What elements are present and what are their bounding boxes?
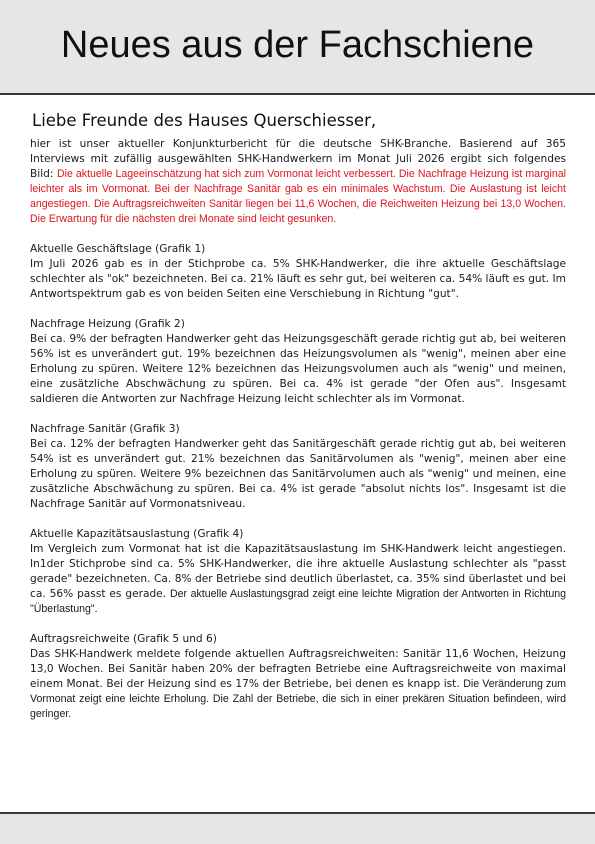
section-title: Aktuelle Kapazitätsauslastung (Grafik 4) [30,528,244,540]
section-title: Nachfrage Sanitär (Grafik 3) [30,423,180,435]
section-title: Aktuelle Geschäftslage (Grafik 1) [30,243,206,255]
section-body: Im Vergleich zum Vormonat hat ist die Kapazitätsauslastung im SHK-Handwerk leicht angestiegen. In1der Stichprobe sind ca. 5% SHK-Handwerker, die ihre aktuelle Auslastung schlechter als "passt gerade" bezeichneten. Ca. 8% der Betriebe sind deutlich überlastet, ca. 35% sind überlastet und bei ca. 56% passt es gerade. [30,543,566,600]
page-header [0,0,595,95]
section-nachfrage-sanitaer [30,422,566,512]
page-footer [0,812,595,844]
section-text [30,332,566,407]
section-title: Auftragsreichweite (Grafik 5 und 6) [30,633,217,645]
section-body-tail: Die Veränderung zum Vormonat zeigt eine leichte Erholung. Die Zahl der Betriebe, die sich in einer prekären Situation befindeen, wird geringer. [30,678,566,720]
section-body-tail: Der aktuelle Auslastungsgrad zeigt eine leichte Migration der Antworten in Richtung "Überlastung". [30,588,566,615]
section-body: Bei ca. 12% der befragten Handwerker geht das Sanitärgeschäft gerade richtig gut ab, bei weiteren 54% ist es unverändert gut. 21% bezeichnen das Sanitärvolumen als "wenig", meinen aber eine Erholung zu spüren. Weitere 9% bezeichnen das Sanitärvolumen auch als "wenig" und meinen, eine zusätzliche Abschwächung zu spüren. Bei ca. 4% ist gerade "absolut nichts los". Insgesamt ist die Nachfrage Sanitär auf Vormonatsniveau. [30,438,566,510]
section-kapazitaetsauslastung [30,527,566,617]
section-text [30,437,566,512]
section-text [30,257,566,302]
section-nachfrage-heizung [30,317,566,407]
section-body: Bei ca. 9% der befragten Handwerker geht das Heizungsgeschäft gerade richtig gut ab, bei weiteren 56% ist es unverändert gut. 19% bezeichnen das Heizungsvolumen als "wenig", meinen aber eine Erholung zu spüren. Weitere 12% bezeichnen das Heizungsvolumen auch als "wenig" und meinen, eine zusätzliche Abschwächung zu spüren. Bei ca. 4% ist gerade "der Ofen aus". Insgesamt saldieren die Antworten zur Nachfrage Heizung leicht schlechter als im Vormonat. [30,333,566,405]
section-text [30,647,566,722]
intro-text: hier ist unser aktueller Konjunkturbericht für die deutsche SHK-Branche. Basierend auf 365 Interviews mit zufällig ausgewählten SHK-Handwerkern im Monat Juli 2026 ergibt sich folgendes Bild: [30,138,566,180]
section-geschaeftslage [30,242,566,302]
section-body: Im Juli 2026 gab es in der Stichprobe ca. 5% SHK-Handwerker, die ihre aktuelle Geschäftslage schlechter als "ok" bezeichneten. Bei ca. 21% läuft es sehr gut, bei weiteren ca. 54% läuft es gut. Im Antwortspektrum gab es von beiden Seiten eine Verschiebung in Richtung "gut". [30,258,566,300]
intro-summary-highlight: Die aktuelle Lageeinschätzung hat sich zum Vormonat leicht verbessert. Die Nachfrage Heizung ist marginal leichter als im Vormonat. Bei der Nachfrage Sanitär gab es ein minimales Wachstum. Die Auslastung ist leicht angestiegen. Die Auftragsreichweiten Sanitär liegen bei 11,6 Wochen, die Reichweiten Heizung bei 13,0 Wochen. Die Erwartung für die nächsten drei Monate sind leicht gesunken. [30,168,566,225]
section-text [30,542,566,617]
greeting: Liebe Freunde des Hauses Querschiesser, [32,111,377,130]
section-auftragsreichweite [30,632,566,722]
intro-paragraph [30,137,566,227]
letter-body [30,110,566,722]
newsletter-title: Neues aus der Fachschiene [60,24,535,66]
section-body: Das SHK-Handwerk meldete folgende aktuellen Auftragsreichweiten: Sanitär 11,6 Wochen, Heizung 13,0 Wochen. Bei Sanitär haben 20% der befragten Betriebe eine Auftragsreichweite von maximal einem Monat. Bei der Heizung sind es 17% der Betriebe, bei denen es knapp ist. [30,648,566,690]
section-title: Nachfrage Heizung (Grafik 2) [30,318,185,330]
